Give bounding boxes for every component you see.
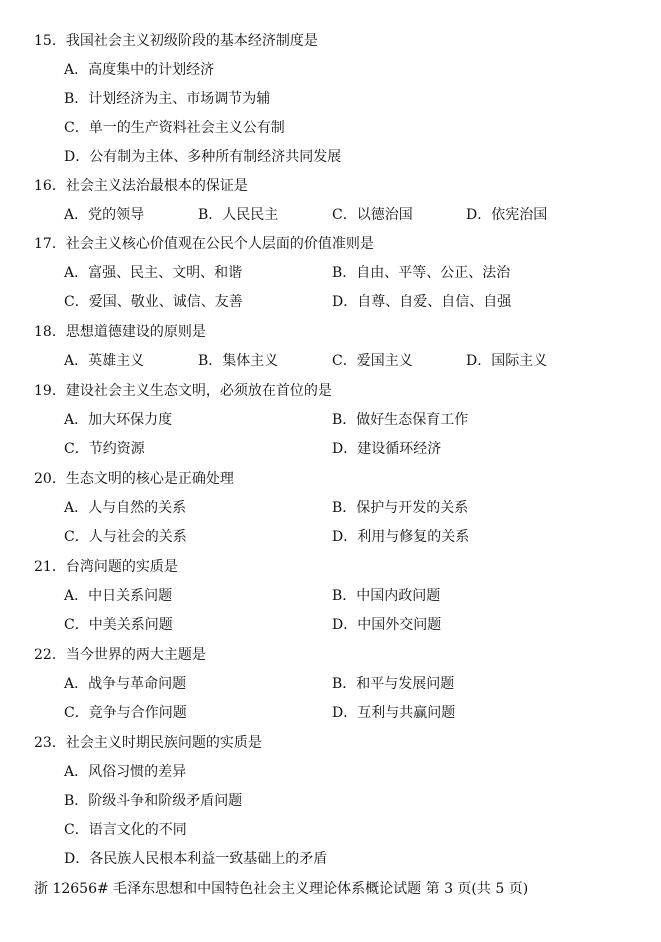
question-stem [34,31,318,51]
option-d: D．国际主义 [466,353,548,369]
option-c: C．人与社会的关系 [64,529,187,545]
option-b: B．中国内政问题 [332,588,441,604]
option-c: C．以德治国 [332,207,413,223]
option-a: A．风俗习惯的差异 [64,764,187,780]
option-d: D．建设循环经济 [332,441,442,457]
option-c: C．中美关系问题 [64,617,173,633]
question-text: 建设社会主义生态文明，必须放在首位的是 [65,383,332,399]
option-b: B．人民民主 [198,207,279,223]
option-c: C．语言文化的不同 [64,822,187,838]
option-a: A．英雄主义 [64,353,145,369]
option-d: D．各民族人民根本利益一致基础上的矛盾 [64,851,328,867]
option-c: C．爱国主义 [332,353,413,369]
option-a: A．人与自然的关系 [64,500,187,516]
question-stem [34,733,262,753]
question-number: 18． [34,324,66,340]
option-a: A．战争与革命问题 [64,676,187,692]
option-a: A．加大环保力度 [64,412,173,428]
option-b: B．集体主义 [198,353,279,369]
option-c: C．节约资源 [64,441,145,457]
question-number: 20． [34,471,66,487]
option-a: A．中日关系问题 [64,588,173,604]
question-number: 21． [34,559,66,575]
option-a: A．富强、民主、文明、和谐 [64,265,243,281]
question-text: 思想道德建设的原则是 [65,324,206,340]
option-b: B．做好生态保育工作 [332,412,469,428]
question-stem [34,322,206,342]
question-stem [34,469,234,489]
option-c: C．爱国、敬业、诚信、友善 [64,294,243,310]
question-text: 社会主义核心价值观在公民个人层面的价值准则是 [65,236,374,252]
question-text: 社会主义时期民族问题的实质是 [65,735,262,751]
question-stem [34,234,374,254]
question-number: 16． [34,178,66,194]
question-text: 当今世界的两大主题是 [65,647,206,663]
option-d: D．依宪治国 [466,207,548,223]
option-a: A．党的领导 [64,207,145,223]
question-text: 生态文明的核心是正确处理 [65,471,234,487]
question-stem [34,176,248,196]
option-b: B．阶级斗争和阶级矛盾问题 [64,793,243,809]
option-c: C．单一的生产资料社会主义公有制 [64,120,285,136]
question-number: 23． [34,735,66,751]
page-footer: 浙 12656# 毛泽东思想和中国特色社会主义理论体系概论试题 第 3 页(共 5 页) [34,881,529,897]
question-number: 17． [34,236,66,252]
question-stem [34,557,178,577]
question-text: 我国社会主义初级阶段的基本经济制度是 [65,33,318,49]
option-d: D．公有制为主体、多种所有制经济共同发展 [64,149,342,165]
option-d: D．中国外交问题 [332,617,442,633]
question-text: 台湾问题的实质是 [65,559,178,575]
question-stem [34,645,206,665]
option-b: B．和平与发展问题 [332,676,455,692]
question-number: 15． [34,33,66,49]
question-number: 19． [34,383,66,399]
option-b: B．计划经济为主、市场调节为辅 [64,91,271,107]
option-b: B．保护与开发的关系 [332,500,469,516]
option-d: D．互利与共赢问题 [332,705,456,721]
option-a: A．高度集中的计划经济 [64,62,215,78]
option-b: B．自由、平等、公正、法治 [332,265,511,281]
question-text: 社会主义法治最根本的保证是 [65,178,248,194]
question-number: 22． [34,647,66,663]
option-d: D．利用与修复的关系 [332,529,470,545]
option-c: C．竞争与合作问题 [64,705,187,721]
question-stem [34,381,332,401]
option-d: D．自尊、自爱、自信、自强 [332,294,512,310]
